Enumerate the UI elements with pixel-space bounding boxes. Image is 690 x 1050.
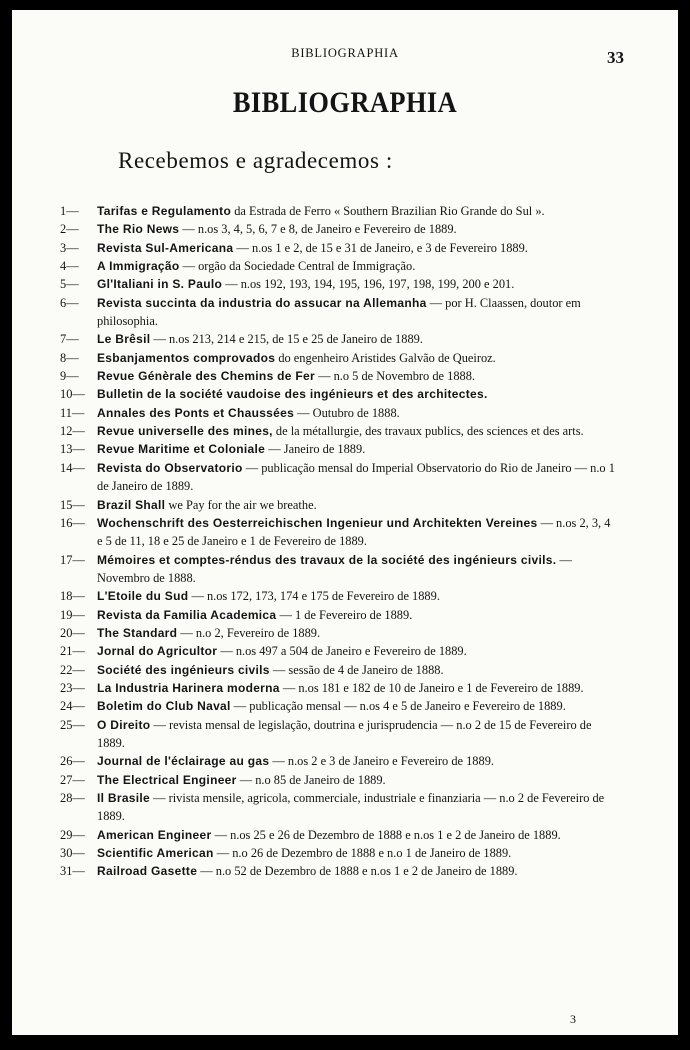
list-item <box>60 275 616 293</box>
entry-number: 22— <box>60 662 85 677</box>
entry-number: 21— <box>60 644 85 659</box>
page-number: 33 <box>607 48 624 67</box>
list-item <box>60 330 616 348</box>
entry-details: — 1 de Fevereiro de 1889. <box>276 607 413 622</box>
entry-title: Tarifas e Regulamento <box>97 204 232 218</box>
entry-title: La Industria Harinera moderna <box>97 680 280 695</box>
entry-title: Gl'Italiani in S. Paulo <box>97 277 223 292</box>
list-item <box>60 661 616 679</box>
entry-number: 15— <box>60 497 85 512</box>
entry-title: Bulletin de la société vaudoise des ingénieurs et des architectes. <box>97 387 488 402</box>
list-item <box>60 422 616 440</box>
list-item <box>60 844 616 862</box>
entry-number: 2— <box>60 222 79 237</box>
entry-title: Revista succinta da industria do assucar na Allemanha <box>97 295 427 310</box>
entry-title: Revista do Observatorio <box>97 460 243 475</box>
entry-number: 3— <box>60 240 79 255</box>
list-item <box>60 716 616 753</box>
entry-title: Revue Maritime et Coloniale <box>97 442 266 457</box>
entry-title: Revista Sul-Americana <box>97 240 234 255</box>
list-item <box>60 606 616 624</box>
entry-number: 18— <box>60 589 85 604</box>
list-item <box>60 459 616 496</box>
entry-details: — n.o 26 de Dezembro de 1888 e n.o 1 de Janeiro de 1889. <box>213 846 512 861</box>
entry-title: Scientific American <box>97 846 214 861</box>
entry-details: — n.os 192, 193, 194, 195, 196, 197, 198, 199, 200 e 201. <box>222 277 515 292</box>
entry-title: Mémoires et comptes-réndus des travaux de la société des ingénieurs civils. <box>97 552 557 567</box>
entry-details: do engenheiro Aristides Galvão de Queiroz. <box>275 350 496 365</box>
list-item <box>60 862 616 880</box>
entry-number: 27— <box>60 772 85 787</box>
entry-title: Esbanjamentos comprovados <box>97 350 276 365</box>
entry-title: L'Etoile du Sud <box>97 589 189 604</box>
entry-details: da Estrada de Ferro « Southern Brazilian Rio Grande do Sul ». <box>231 204 545 218</box>
entry-details: — n.o 5 de Novembro de 1888. <box>314 369 476 384</box>
entry-number: 7— <box>60 332 79 347</box>
entry-number: 24— <box>60 699 85 714</box>
list-item <box>60 220 616 238</box>
entry-number: 13— <box>60 442 85 457</box>
entry-details: — n.os 213, 214 e 215, de 15 e 25 de Janeiro de 1889. <box>150 332 423 347</box>
list-item <box>60 385 616 403</box>
list-item <box>60 257 616 275</box>
entry-title: Société des ingénieurs civils <box>97 662 270 677</box>
entry-title: Revue Génèrale des Chemins de Fer <box>97 369 315 384</box>
entry-title: Revista da Familia Academica <box>97 607 277 622</box>
list-item <box>60 496 616 514</box>
entry-details: — sessão de 4 de Janeiro de 1888. <box>269 662 444 677</box>
entry-details: — publicação mensal — n.os 4 e 5 de Janeiro e Fevereiro de 1889. <box>230 699 566 714</box>
entry-details: — n.o 85 de Janeiro de 1889. <box>236 772 386 787</box>
entry-number: 29— <box>60 827 85 842</box>
entry-number: 8— <box>60 350 79 365</box>
entry-details: — n.os 2 e 3 de Janeiro e Fevereiro de 1889. <box>269 754 494 769</box>
entry-details: — n.o 52 de Dezembro de 1888 e n.os 1 e 2 de Janeiro de 1889. <box>197 864 518 879</box>
entry-number: 28— <box>60 791 85 805</box>
entry-title: Annales des Ponts et Chaussées <box>97 405 295 420</box>
entry-number: 30— <box>60 846 85 861</box>
entry-number: 9— <box>60 369 79 384</box>
list-item <box>60 587 616 605</box>
entry-details: — n.o 2, Fevereiro de 1889. <box>177 625 321 640</box>
list-item <box>60 752 616 770</box>
entry-details: we Pay for the air we breathe. <box>165 497 317 512</box>
list-item <box>60 771 616 789</box>
entry-title: Jornal do Agricultor <box>97 644 218 659</box>
entry-number: 16— <box>60 515 85 530</box>
entry-number: 11— <box>60 405 85 420</box>
entry-number: 4— <box>60 259 79 274</box>
entry-number: 10— <box>60 387 85 402</box>
list-item <box>60 624 616 642</box>
entry-details: — revista mensal de legislação, doutrina e jurisprudencia — n.o 2 de 15 de Fevereiro de 1889. <box>97 717 592 750</box>
list-item <box>60 642 616 660</box>
list-item <box>60 551 616 588</box>
entry-details: — Outubro de 1888. <box>294 405 400 420</box>
entry-details: — Janeiro de 1889. <box>265 442 366 457</box>
entry-number: 26— <box>60 754 85 769</box>
entry-number: 17— <box>60 552 85 567</box>
bibliography-list <box>60 202 616 881</box>
subtitle: Recebemos e agradecemos : <box>118 148 393 173</box>
list-item <box>60 440 616 458</box>
entry-title: Boletim do Club Naval <box>97 699 231 714</box>
list-item <box>60 697 616 715</box>
entry-title: The Rio News <box>97 222 180 237</box>
document-page <box>12 10 678 1035</box>
entry-details: — publicação mensal do Imperial Observatorio do Rio de Janeiro — n.o 1 de Janeiro de 1889. <box>97 460 615 494</box>
entry-details: — n.os 25 e 26 de Dezembro de 1888 e n.os 1 e 2 de Janeiro de 1889. <box>211 827 561 842</box>
entry-number: 25— <box>60 717 85 732</box>
entry-details: — n.os 1 e 2, de 15 e 31 de Janeiro, e 3 de Fevereiro 1889. <box>233 240 528 255</box>
entry-details: — n.os 2, 3, 4 e 5 de 11, 18 e 25 de Janeiro e 1 de Fevereiro de 1889. <box>97 515 611 549</box>
list-item <box>60 826 616 844</box>
entry-number: 12— <box>60 424 85 439</box>
signature-mark: 3 <box>570 1012 576 1026</box>
entry-title: Il Brasile <box>97 791 151 805</box>
entry-details: — n.os 181 e 182 de 10 de Janeiro e 1 de Fevereiro de 1889. <box>279 680 584 695</box>
list-item <box>60 202 616 220</box>
list-item <box>60 239 616 257</box>
entry-details: — orgão da Sociedade Central de Immigração. <box>179 259 416 274</box>
list-item <box>60 367 616 385</box>
entry-number: 23— <box>60 680 85 695</box>
running-head: BIBLIOGRAPHIA <box>291 46 399 60</box>
entry-title: Railroad Gasette <box>97 864 198 879</box>
entry-title: The Standard <box>97 625 178 640</box>
entry-details: — n.os 497 a 504 de Janeiro e Fevereiro de 1889. <box>217 644 467 659</box>
entry-details: — n.os 172, 173, 174 e 175 de Fevereiro de 1889. <box>188 589 440 604</box>
entry-number: 19— <box>60 607 85 622</box>
entry-title: The Electrical Engineer <box>97 772 237 787</box>
list-item <box>60 294 616 331</box>
entry-number: 5— <box>60 277 79 292</box>
entry-title: Wochenschrift des Oesterreichischen Ingenieur und Architekten Vereines <box>97 515 538 530</box>
entry-details: — por H. Claassen, doutor em philosophia. <box>97 295 581 329</box>
entry-number: 14— <box>60 460 85 475</box>
list-item <box>60 789 616 826</box>
entry-title: Le Brêsil <box>97 332 151 347</box>
entry-title: Brazil Shall <box>97 497 166 512</box>
entry-title: Journal de l'éclairage au gas <box>97 754 270 769</box>
entry-details: de la métallurgie, des travaux publics, des sciences et des arts. <box>272 424 584 439</box>
list-item <box>60 404 616 422</box>
entry-title: American Engineer <box>97 827 212 842</box>
list-item <box>60 514 616 551</box>
entry-details: — Novembro de 1888. <box>97 552 572 585</box>
entry-details: — rivista mensile, agricola, commerciale, industriale e finanziaria — n.o 2 de Fevereiro de 1889. <box>97 791 605 824</box>
list-item <box>60 679 616 697</box>
entry-number: 20— <box>60 625 85 640</box>
entry-title: O Direito <box>97 717 151 732</box>
list-item <box>60 349 616 367</box>
entry-title: A Immigração <box>97 259 180 274</box>
entry-title: Revue universelle des mines, <box>97 424 273 439</box>
entry-number: 6— <box>60 295 79 310</box>
entry-number: 1— <box>60 204 79 218</box>
page-title: BIBLIOGRAPHIA <box>232 86 458 119</box>
entry-number: 31— <box>60 864 85 879</box>
entry-details: — n.os 3, 4, 5, 6, 7 e 8, de Janeiro e Fevereiro de 1889. <box>179 222 457 237</box>
